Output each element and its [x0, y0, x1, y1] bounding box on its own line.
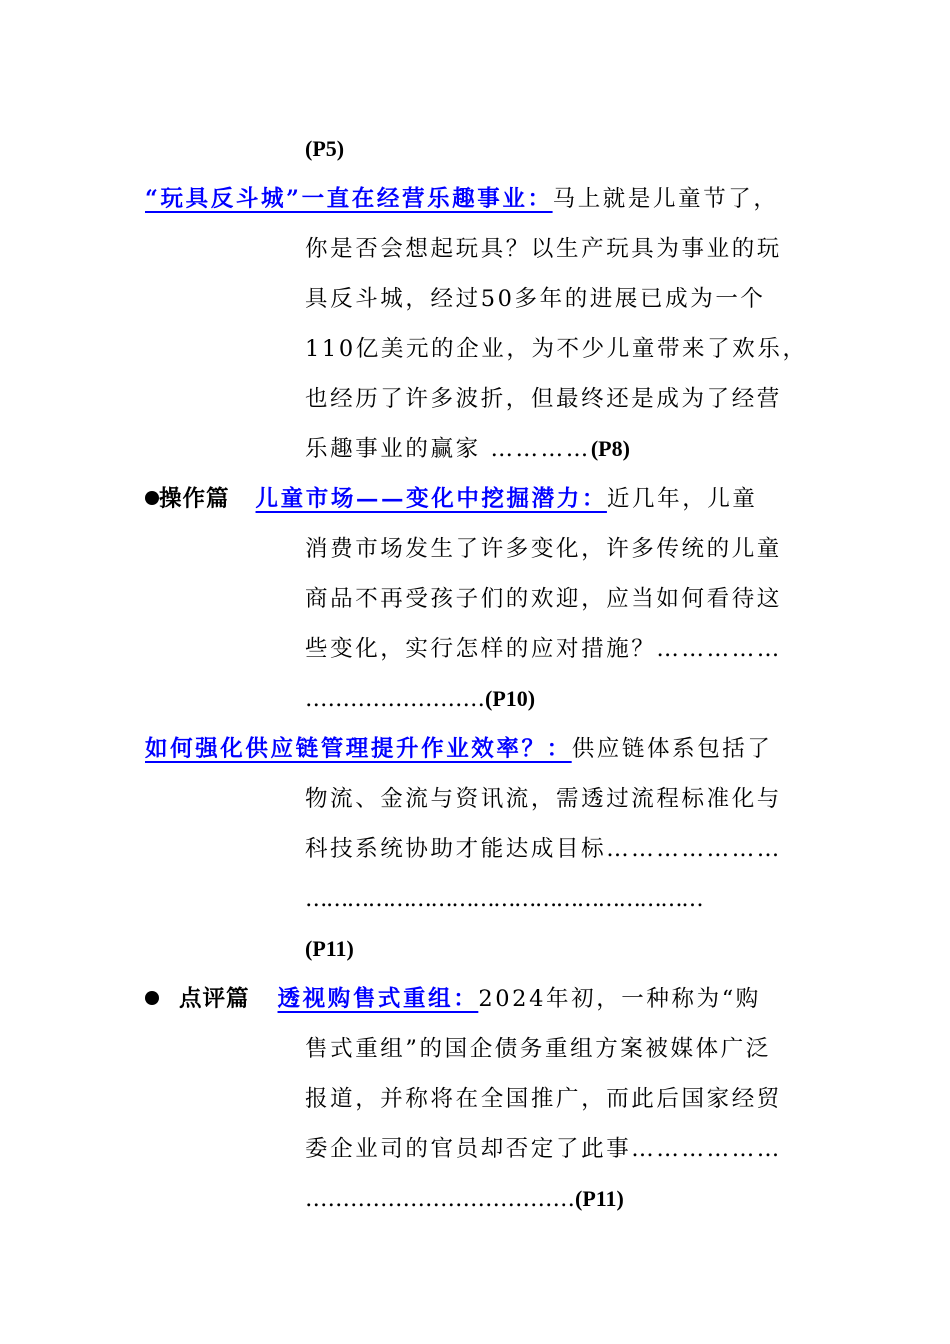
- toc-entry-restructuring: [145, 984, 761, 1014]
- page-reference: (P11): [305, 936, 354, 961]
- page-reference: (P5): [305, 136, 345, 161]
- entry-summary-line: 科技系统协助才能达成目标…………………: [305, 836, 782, 862]
- page-ref-line: [305, 934, 354, 964]
- entry-summary-line: ……………………: [305, 686, 485, 712]
- entry-summary-line: 乐趣事业的赢家 …………: [305, 436, 591, 462]
- entry-summary-line: 近几年，儿童: [606, 486, 758, 512]
- entry-summary-last-line: [305, 684, 535, 714]
- entry-summary-last-line: [305, 1184, 624, 1214]
- entry-summary-line: 马上就是儿童节了，: [552, 186, 779, 212]
- page-reference: (P10): [485, 686, 536, 711]
- entry-summary-last-line: [305, 434, 630, 464]
- entry-summary-line: 物流、金流与资讯流，需透过流程标准化与: [305, 786, 782, 812]
- entry-summary-line: 报道，并称将在全国推广，而此后国家经贸: [305, 1086, 782, 1112]
- entry-summary-line: 2024年初，一种称为“购: [478, 986, 761, 1012]
- toc-entry-children-market: [145, 484, 758, 514]
- entry-summary-line: 也经历了许多波折，但最终还是成为了经营: [305, 386, 782, 412]
- page-reference: (P8): [590, 436, 630, 461]
- children-market-link[interactable]: 儿童市场——变化中挖掘潜力：: [255, 486, 607, 512]
- entry-summary-line: …………………………………………………: [305, 886, 703, 912]
- entry-summary-line: 委企业司的官员却否定了此事………………: [305, 1136, 782, 1162]
- restructuring-link[interactable]: 透视购售式重组：: [277, 986, 479, 1012]
- toc-entry-toys-r-us: [145, 184, 779, 214]
- entry-summary-line: 些变化，实行怎样的应对措施？……………: [305, 636, 782, 662]
- toc-entry-supply-chain: [145, 734, 773, 764]
- entry-summary-line: 具反斗城，经过50多年的进展已成为一个: [305, 286, 766, 312]
- entry-summary-line: 商品不再受孩子们的欢迎，应当如何看待这: [305, 586, 782, 612]
- bullet-icon: [145, 991, 159, 1005]
- toys-r-us-link[interactable]: “玩具反斗城”一直在经营乐趣事业：: [145, 186, 553, 212]
- entry-summary-line: ………………………………: [305, 1186, 575, 1212]
- bullet-icon: [145, 491, 159, 505]
- supply-chain-link[interactable]: 如何强化供应链管理提升作业效率？：: [145, 736, 572, 762]
- entry-summary-line: 消费市场发生了许多变化，许多传统的儿童: [305, 536, 782, 562]
- section-label-operation: 操作篇: [159, 486, 230, 512]
- page-ref-p5: [305, 134, 344, 164]
- entry-summary-line: 你是否会想起玩具？以生产玩具为事业的玩: [305, 236, 782, 262]
- section-label-review: 点评篇: [179, 986, 250, 1012]
- entry-summary-line: 供应链体系包括了: [571, 736, 773, 762]
- page-reference: (P11): [575, 1186, 624, 1211]
- entry-summary-line: 110亿美元的企业，为不少儿童带来了欢乐，: [305, 336, 808, 362]
- entry-summary-line: 售式重组”的国企债务重组方案被媒体广泛: [305, 1036, 771, 1062]
